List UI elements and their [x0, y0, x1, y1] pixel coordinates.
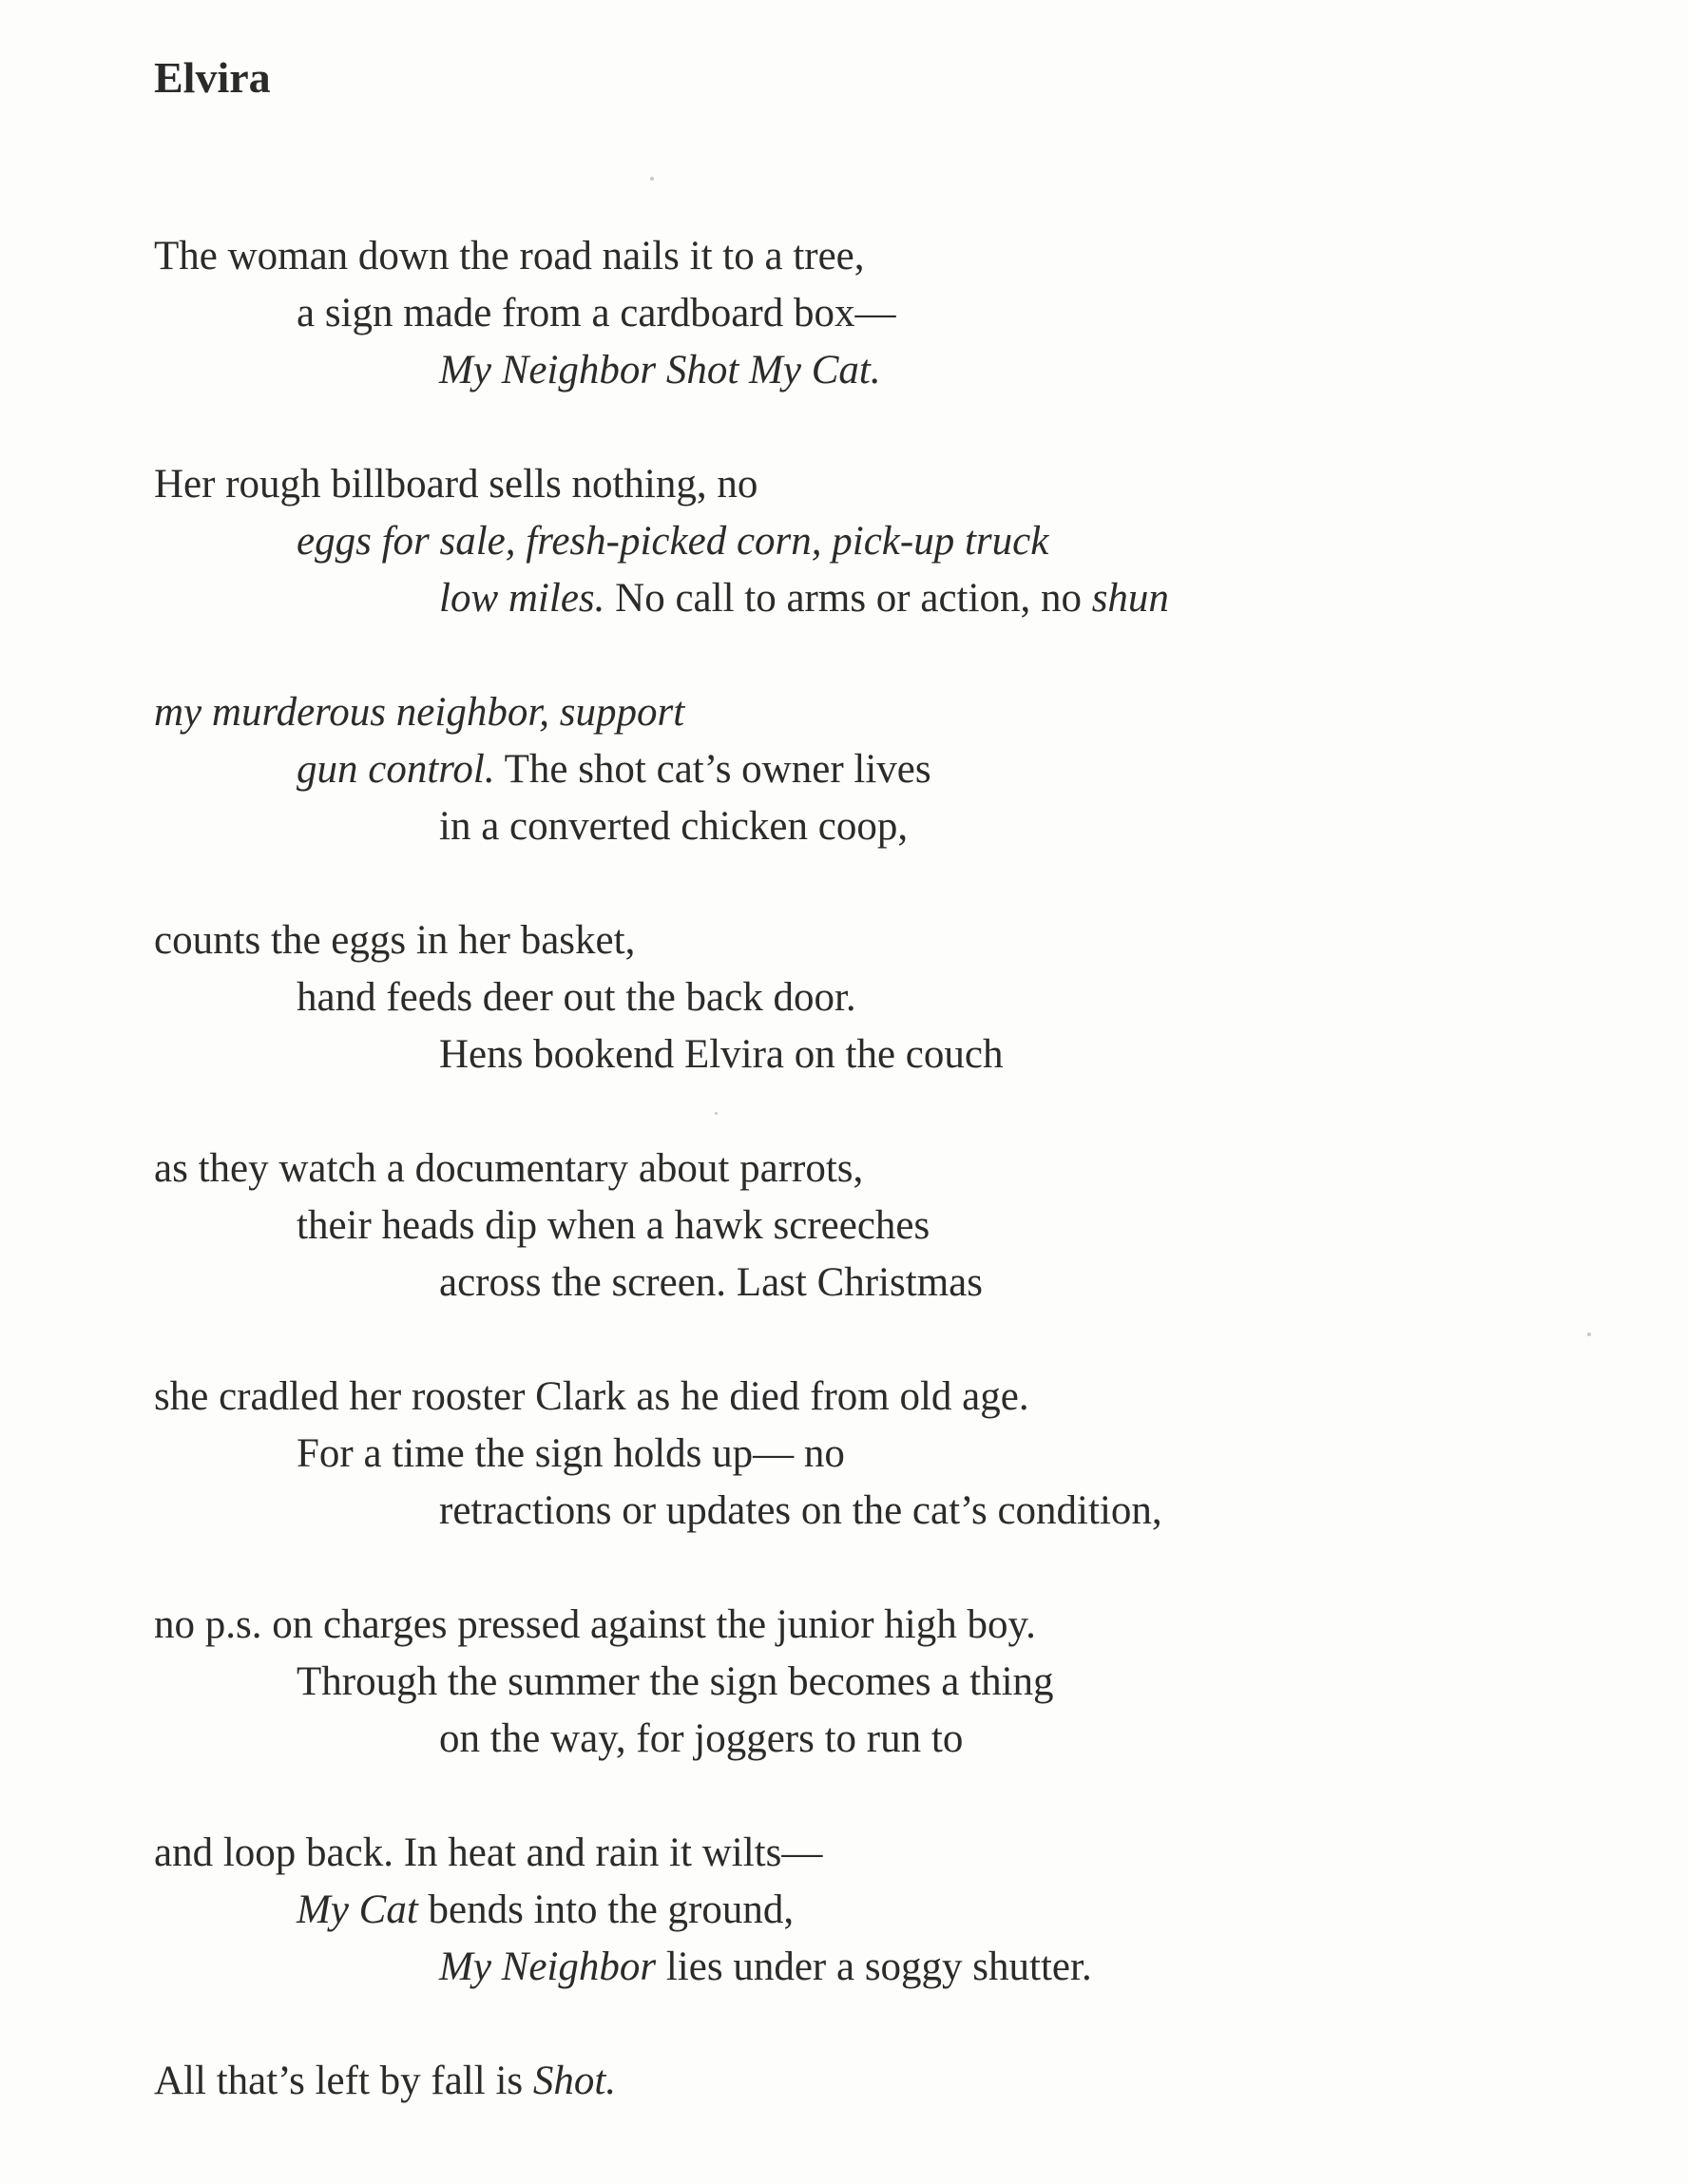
- line-text: The woman down the road nails it to a tree,: [154, 234, 865, 278]
- scan-speck: [650, 177, 654, 181]
- line-text: retractions or updates on the cat’s condition,: [439, 1488, 1162, 1533]
- italic-text: gun control.: [297, 747, 495, 792]
- poem-line: [297, 971, 856, 1025]
- italic-text: my murderous neighbor, support: [154, 690, 685, 735]
- poem-line: [439, 1028, 1003, 1082]
- poem-line: [154, 914, 635, 967]
- line-text: no p.s. on charges pressed against the junior high boy.: [154, 1602, 1036, 1647]
- italic-text: My Neighbor Shot My Cat.: [439, 348, 881, 393]
- poem-line: [297, 1884, 794, 1937]
- line-text: bends into the ground,: [417, 1887, 795, 1932]
- line-text: hand feeds deer out the back door.: [297, 975, 856, 1020]
- line-text: she cradled her rooster Clark as he died from old age.: [154, 1374, 1029, 1419]
- poem-line: [154, 2055, 616, 2108]
- poem-line: [297, 1656, 1054, 1709]
- scan-speck: [715, 1112, 718, 1115]
- line-text: and loop back. In heat and rain it wilts—: [154, 1830, 823, 1875]
- poem-line: [297, 1427, 845, 1481]
- poem-line: [297, 743, 931, 796]
- line-text: as they watch a documentary about parrots,: [154, 1146, 864, 1191]
- line-text: on the way, for joggers to run to: [439, 1716, 964, 1761]
- poem-line: [154, 1599, 1036, 1652]
- italic-text: shun: [1091, 576, 1169, 621]
- poem-line: [439, 572, 1169, 625]
- italic-text: eggs for sale, fresh-picked corn, pick-up truck: [297, 519, 1049, 564]
- poem-line: [154, 1827, 822, 1880]
- poem-line: [439, 1941, 1092, 1994]
- line-text: Through the summer the sign becomes a thing: [297, 1659, 1054, 1704]
- line-text: Hens bookend Elvira on the couch: [439, 1032, 1004, 1077]
- line-text: counts the eggs in her basket,: [154, 918, 636, 963]
- italic-text: My Neighbor: [439, 1945, 657, 1989]
- line-text: The shot cat’s owner lives: [494, 747, 931, 792]
- line-text: in a converted chicken coop,: [439, 804, 909, 849]
- poem-line: [154, 230, 865, 283]
- poem-line: [439, 800, 908, 853]
- line-text: lies under a soggy shutter.: [656, 1945, 1092, 1989]
- line-text: across the screen. Last Christmas: [439, 1260, 983, 1305]
- line-text: their heads dip when a hawk screeches: [297, 1203, 930, 1248]
- poem-line: [154, 1142, 863, 1196]
- poem-line: [439, 1713, 963, 1766]
- poem-line: [154, 1370, 1029, 1424]
- poem-line: [439, 344, 881, 397]
- line-text: All that’s left by fall is: [154, 2059, 533, 2103]
- line-text: Her rough billboard sells nothing, no: [154, 462, 758, 507]
- poem-title: Elvira: [154, 53, 271, 102]
- poem-line: [297, 287, 895, 340]
- italic-text: Shot.: [532, 2059, 617, 2103]
- poem-line: [439, 1256, 983, 1310]
- poem-line: [297, 1199, 930, 1253]
- italic-text: My Cat: [297, 1887, 418, 1932]
- line-text: a sign made from a cardboard box—: [297, 291, 896, 335]
- line-text: For a time the sign holds up— no: [297, 1431, 845, 1476]
- poem-line: [297, 515, 1048, 568]
- poem-line: [439, 1485, 1162, 1538]
- poem-line: [154, 686, 684, 739]
- italic-text: low miles.: [439, 576, 605, 621]
- poem-line: [154, 458, 758, 511]
- scan-speck: [1587, 1332, 1591, 1336]
- line-text: No call to arms or action, no: [604, 576, 1092, 621]
